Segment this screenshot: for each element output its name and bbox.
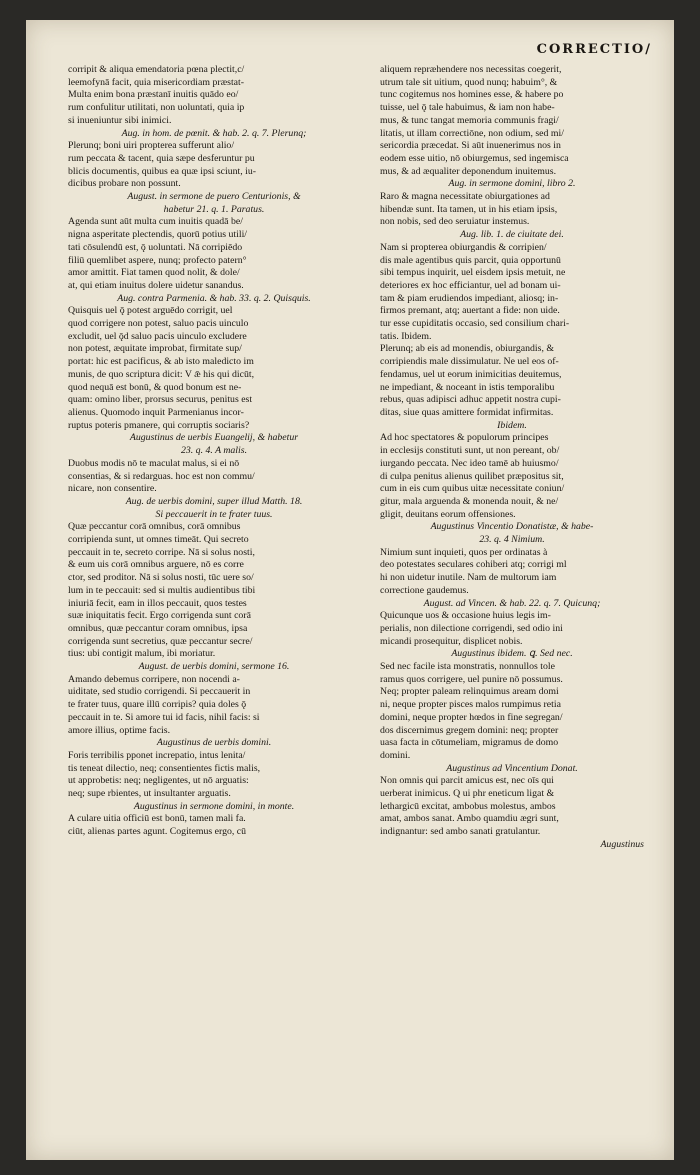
citation-heading: Augustinus de uerbis Euangelij, & habetur (129, 432, 299, 444)
citation-heading: 23. q. 4. A malis. (180, 445, 248, 457)
text-line: hibendæ sunt. Ita tamen, ut in his etiam ipsis, (380, 203, 558, 215)
text-line: fendamus, uel ut eorum inimicitias deuitemus, (380, 368, 562, 380)
text-line: leemofynā facit, quia misericordiam præstat- (68, 76, 245, 88)
text-line: dos discernimus gregem domini: neq; propter (380, 724, 559, 736)
text-line: A culare uitia officiū est bonū, tamen mali fa. (68, 813, 246, 825)
text-line: sibi tempus inquirit, uel eisdem ipsis metuit, ne (380, 267, 566, 279)
text-line: amore illius, optime facis. (68, 724, 171, 736)
text-line: deteriores ex hoc efficiantur, uel ad bonam ui- (380, 279, 561, 291)
text-line: Plerunq; ab eis ad monendis, obiurgandis, & (380, 343, 554, 355)
text-line: Plerunq; boni uiri propterea sufferunt alio/ (68, 140, 235, 152)
text-line: lum in te peccauit: sed si multis audientibus tibi (68, 584, 256, 596)
text-line: utrum tale sit uitium, quod nunq; habuim°, & (380, 76, 558, 88)
text-line: corripiendis male dissimulatur. Ne uel eos of- (380, 356, 559, 368)
text-line: Quisquis uel ǭ potest arguēdo corrigit, uel (68, 305, 233, 317)
text-line: amat, ambos sanat. Ambo quamdiu ægri sunt, (380, 813, 559, 825)
text-line: Nimium sunt inquieti, quos per ordinatas à (380, 546, 548, 558)
text-line: tur esse cupiditatis occasio, sed consilium chari- (380, 318, 570, 330)
text-line: dicibus probare non possunt. (68, 178, 181, 190)
citation-heading: Aug. contra Parmenia. & hab. 33. q. 2. Quisquis. (117, 292, 311, 304)
citation-heading: habetur 21. q. 1. Paratus. (163, 203, 265, 215)
text-line: ut approbetis: neq; negligentes, ut nō arguatis: (68, 775, 249, 787)
citation-heading: August. ad Vincen. & hab. 22. q. 7. Quicunq; (423, 597, 601, 609)
text-line: alienus. Quomodo inquit Parmenianus incor- (68, 406, 244, 418)
citation-heading: Augustinus (600, 838, 644, 850)
text-line: iniuriā fecit, eam in illos peccauit, quos testes (68, 597, 247, 609)
text-line: uasa facta in cōtumeliam, migramus de domo (380, 737, 559, 749)
text-line: litatis, ut illam correctiōne, non odium, sed mi/ (380, 127, 564, 139)
text-line: firmos premant, atq; auertant a fide: non uide. (380, 305, 560, 317)
text-line: neq; supe rbientes, ut insultanter arguatis. (68, 788, 231, 800)
citation-heading: August. in sermone de puero Centurionis, & (127, 191, 301, 203)
text-line: & eum uis corā omnibus arguere, nō es corre (68, 559, 244, 571)
text-line: uerberat inimicus. Q ui phr eneticum ligat & (380, 788, 555, 800)
text-line: Non omnis qui parcit amicus est, nec oīs qui (380, 775, 554, 787)
text-line: uiditate, sed studio corrigendi. Si peccauerit in (68, 686, 251, 698)
citation-heading: Aug. in sermone domini, libro 2. (448, 178, 576, 190)
text-line: aliquem repræhendere nos necessitas coegerit, (380, 64, 562, 75)
text-line: ni, neque propter pisces malos rumpimus retia (380, 699, 561, 711)
text-line: cum in eis cum quibus uitæ necessitate coniun/ (380, 483, 565, 495)
text-line: ne impediant, & noceant in istis temporalibu (380, 381, 555, 393)
text-line: tius: ubi contigit malum, ibi moriatur. (68, 648, 216, 660)
text-line: suæ iniquitatis fecit. Ergo corrigenda sunt corā (68, 610, 251, 622)
text-line: Multa enim bona præstanī inuitis quādo eo/ (68, 89, 239, 101)
text-line: nicare, non consentire. (68, 483, 157, 495)
text-line: iurgando peccata. Nec ideo tamē ab huiusmo/ (380, 457, 559, 469)
citation-heading: August. de uerbis domini, sermone 16. (138, 661, 290, 673)
text-line: in ecclesijs constituti sunt, ut non pereant, ob/ (380, 445, 560, 457)
text-line: ruptus poteris pmanere, qui corruptis sociaris? (68, 419, 250, 431)
text-line: tuisse, uel ǭ tale habuimus, & iam non habe- (380, 102, 555, 114)
text-line: blicis documentis, quibus ea quæ ipsi sciunt, iu- (68, 165, 257, 177)
text-line: Duobus modis nō te maculat malus, si ei nō (68, 457, 240, 469)
text-line: hi non uidetur inutile. Nam de multorum iam (380, 572, 557, 584)
right-text-column (380, 64, 644, 852)
text-line: quod corrigere non potest, saluo pacis uinculo (68, 318, 249, 330)
citation-heading: Aug. de uerbis domini, super illud Matth. 18. (125, 495, 303, 507)
text-line: Neq; propter paleam relinquimus aream domi (380, 686, 559, 698)
text-line: Raro & magna necessitate obiurgationes ad (380, 191, 550, 203)
text-line: corrigenda sunt secretius, quæ peccantur secre/ (68, 635, 253, 647)
text-line: amor amittit. Fiat tamen quod nolit, & dole/ (68, 267, 240, 279)
text-line: quam: omino liber, prorsus securus, penitus est (68, 394, 253, 406)
citation-heading: Augustinus Vincentio Donatistæ, & habe- (430, 521, 594, 533)
text-line: domini. (380, 749, 411, 761)
text-line: indignantur: sed ambo sanati gratulantur. (380, 826, 541, 838)
citation-heading: Augustinus ad Vincentium Donat. (446, 762, 578, 774)
text-line: omnibus, quæ peccantur coram omnibus, ipsa (68, 622, 248, 634)
text-line: tis teneat dilectio, neq; consentientes fictis malis, (68, 762, 261, 774)
running-header: CORRECTIO/ (536, 42, 652, 57)
text-line: quod nequā est bonū, & quod bonum est ne- (68, 381, 242, 393)
citation-heading: Ibidem. (497, 419, 527, 431)
text-line: filiū quemlibet aspere, nunq; profecto patern° (68, 254, 247, 266)
text-line: Quæ peccantur corā omnibus, corā omnibus (68, 521, 241, 533)
text-line: te frater tuus, quare illū corripis? quia doles ǭ (68, 699, 247, 711)
text-line: rum confulitur utilitati, non uoluntati, quia ip (68, 102, 245, 114)
text-line: peccauit in te, secreto corripe. Nā si solus nosti, (68, 546, 255, 558)
text-line: Ad hoc spectatores & populorum principes (380, 432, 549, 444)
left-text-column (68, 64, 360, 839)
text-line: domini, neque propter hœdos in fine segregan/ (380, 711, 563, 723)
text-line: Foris terribilis pponet increpatio, intus lenita/ (68, 749, 246, 761)
text-line: lethargicū excitat, ambobus molestus, ambos (380, 800, 556, 812)
citation-heading: Si peccauerit in te frater tuus. (155, 508, 273, 520)
text-line: ctor, sed proditor. Nā si solus nosti, tūc uere so/ (68, 572, 254, 584)
text-line: mus, & ad æqualiter deponendum inuitemus. (380, 165, 557, 177)
citation-heading: Aug. in hom. de pœnit. & hab. 2. q. 7. Plerunq; (121, 127, 307, 139)
text-line: consentias, & si redarguas. hoc est non commu/ (68, 470, 255, 482)
text-line: gitur, mala arguenda & monenda nouit, & ne/ (380, 495, 559, 507)
text-line: tatis. Ibidem. (380, 330, 432, 342)
text-line: eodem esse uitio, nō obiurgemus, sed ingemisca (380, 152, 569, 164)
text-line: nigna asperitate plectendis, quorū potius utili/ (68, 229, 248, 241)
text-line: munis, de quo scriptura dicit: V ǣ his qui dicūt, (68, 368, 255, 380)
text-line: Amando debemus corripere, non nocendi a- (68, 673, 240, 685)
text-line: rebus, quas adipisci adhuc appetit nostra cupi- (380, 394, 561, 406)
text-line: peccauit in te. Si amore tui id facis, nihil facis: si (68, 711, 260, 723)
text-line: gligit, deuitans eorum offensiones. (380, 508, 516, 520)
book-page (26, 20, 674, 1160)
text-line: ditas, siue quas amittere formidat infirmitas. (380, 406, 554, 418)
text-line: sericordia præcedat. Si aūt inuenerimus nos in (380, 140, 561, 152)
text-line: corripienda sunt, ut omnes timeāt. Qui secreto (68, 534, 249, 546)
text-line: di culpa penitus alienus quilibet præpositus sit, (380, 470, 564, 482)
text-line: at, qui etiam inuitus dolere uidetur sanandus. (68, 279, 244, 291)
text-line: ramus quos corrigere, uel punire nō possumus. (380, 673, 563, 685)
text-line: tati cōsulendū est, ǭ uoluntati. Nā corripiēdo (68, 241, 243, 253)
text-line: si inueniuntur sibi inimici. (68, 114, 172, 126)
text-line: micandi prosequitur, displicet nobis. (380, 635, 523, 647)
citation-heading: Augustinus ibidem. ꝗ. Sed nec. (451, 648, 573, 660)
text-line: deo potestates seculares cohiberi atq; corrigi ml (380, 559, 567, 571)
text-line: rum peccata & tacent, quia sæpe desferuntur pu (68, 152, 255, 164)
text-line: tam & piam erudiendos impediant, aliosq; in- (380, 292, 559, 304)
text-line: Nam si propterea obiurgandis & corripien/ (380, 241, 547, 253)
citation-heading: Augustinus in sermone domini, in monte. (133, 800, 295, 812)
text-line: perialis, non dilectione corrigendi, sed odio ini (380, 622, 563, 634)
text-line: Quicunque uos & occasione huius legis im- (380, 610, 551, 622)
text-line: corripit & aliqua emendatoria pœna plectit,c/ (68, 64, 245, 75)
text-line: non nobis, sed deo seruiatur instemus. (380, 216, 530, 228)
text-line: mus, & tunc tangat memoria communis fragi/ (380, 114, 559, 126)
text-line: dis male agentibus quis parcit, quia opportunū (380, 254, 561, 266)
citation-heading: 23. q. 4 Nimium. (479, 534, 545, 546)
citation-heading: Augustinus de uerbis domini. (156, 737, 272, 749)
text-line: non potest, æquitate improbat, firmitate sup/ (68, 343, 242, 355)
text-line: portat: hic est pacificus, & ab isto maledicto im (68, 356, 254, 368)
text-line: Sed nec facile ista monstratis, nonnullos tole (380, 661, 555, 673)
text-line: correctione gaudemus. (380, 584, 469, 596)
text-line: tunc cogitemus nos homines esse, & habere po (380, 89, 564, 101)
text-line: excludit, uel ǭd saluo pacis uinculo excludere (68, 330, 247, 342)
text-line: Agenda sunt aūt multa cum inuitis quadā be/ (68, 216, 243, 228)
text-line: ciūt, alienas partes agunt. Cogitemus ergo, cū (68, 826, 247, 838)
citation-heading: Aug. lib. 1. de ciuitate dei. (460, 229, 564, 241)
